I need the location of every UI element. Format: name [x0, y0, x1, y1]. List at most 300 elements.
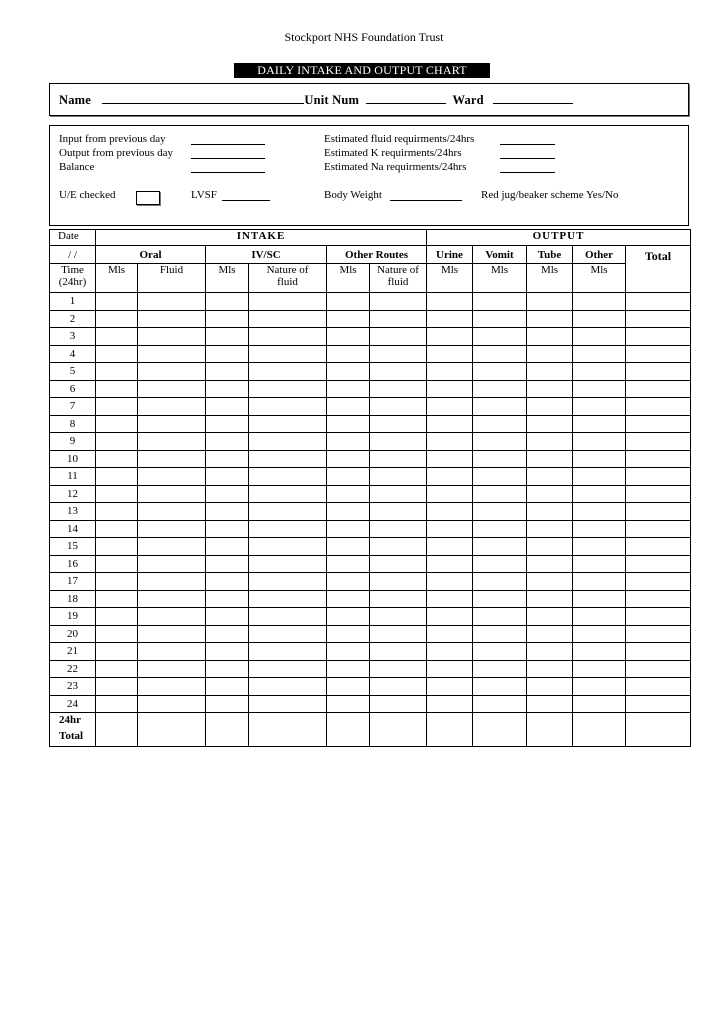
hour-label: 12: [50, 485, 96, 503]
entry-cell[interactable]: [473, 608, 527, 626]
entry-cell[interactable]: [96, 660, 138, 678]
entry-cell[interactable]: [96, 450, 138, 468]
unit-num-label: Unit Num: [304, 93, 360, 107]
patient-details-row: [59, 92, 573, 108]
entry-cell[interactable]: [206, 503, 249, 521]
entry-cell[interactable]: [527, 625, 573, 643]
entry-cell[interactable]: [138, 433, 206, 451]
entry-cell[interactable]: [206, 398, 249, 416]
entry-cell[interactable]: [427, 590, 473, 608]
entry-cell[interactable]: [626, 643, 691, 661]
entry-cell[interactable]: [427, 293, 473, 311]
entry-cell[interactable]: [473, 450, 527, 468]
ue-checked-label: U/E checked: [59, 189, 116, 201]
entry-cell[interactable]: [327, 485, 370, 503]
entry-cell[interactable]: [138, 328, 206, 346]
entry-cell[interactable]: [327, 450, 370, 468]
entry-cell[interactable]: [96, 468, 138, 486]
entry-cell[interactable]: [138, 538, 206, 556]
entry-cell[interactable]: [327, 415, 370, 433]
entry-cell[interactable]: [473, 678, 527, 696]
entry-cell[interactable]: [473, 503, 527, 521]
entry-cell[interactable]: [327, 590, 370, 608]
entry-cell[interactable]: [473, 555, 527, 573]
entry-cell[interactable]: [427, 573, 473, 591]
entry-cell[interactable]: [527, 450, 573, 468]
entry-cell[interactable]: [327, 310, 370, 328]
entry-cell[interactable]: [138, 608, 206, 626]
entry-cell[interactable]: [249, 433, 327, 451]
entry-cell[interactable]: [370, 660, 427, 678]
date-label: Date: [50, 230, 96, 246]
balance-field[interactable]: [191, 163, 265, 173]
entry-cell[interactable]: [249, 415, 327, 433]
entry-cell[interactable]: [370, 310, 427, 328]
entry-cell[interactable]: [138, 555, 206, 573]
total-cell[interactable]: [138, 713, 206, 747]
entry-cell[interactable]: [527, 433, 573, 451]
entry-cell[interactable]: [573, 293, 626, 311]
entry-cell[interactable]: [249, 520, 327, 538]
entry-cell[interactable]: [206, 625, 249, 643]
entry-cell[interactable]: [138, 520, 206, 538]
entry-cell[interactable]: [473, 293, 527, 311]
entry-cell[interactable]: [626, 520, 691, 538]
entry-cell[interactable]: [573, 450, 626, 468]
entry-cell[interactable]: [527, 468, 573, 486]
entry-cell[interactable]: [626, 380, 691, 398]
ward-field[interactable]: [493, 92, 573, 104]
entry-cell[interactable]: [626, 450, 691, 468]
entry-cell[interactable]: [427, 415, 473, 433]
entry-cell[interactable]: [138, 293, 206, 311]
entry-cell[interactable]: [96, 625, 138, 643]
entry-cell[interactable]: [473, 485, 527, 503]
entry-cell[interactable]: [327, 573, 370, 591]
entry-cell[interactable]: [249, 643, 327, 661]
entry-cell[interactable]: [249, 660, 327, 678]
entry-cell[interactable]: [138, 590, 206, 608]
entry-cell[interactable]: [626, 590, 691, 608]
total-cell[interactable]: [370, 713, 427, 747]
entry-cell[interactable]: [138, 415, 206, 433]
entry-cell[interactable]: [206, 643, 249, 661]
entry-cell[interactable]: [370, 678, 427, 696]
entry-cell[interactable]: [96, 345, 138, 363]
entry-cell[interactable]: [573, 398, 626, 416]
entry-cell[interactable]: [370, 293, 427, 311]
entry-cell[interactable]: [427, 695, 473, 713]
entry-cell[interactable]: [327, 398, 370, 416]
entry-cell[interactable]: [573, 660, 626, 678]
entry-cell[interactable]: [626, 433, 691, 451]
total-cell[interactable]: [96, 713, 138, 747]
entry-cell[interactable]: [527, 345, 573, 363]
entry-cell[interactable]: [138, 573, 206, 591]
entry-cell[interactable]: [206, 380, 249, 398]
entry-cell[interactable]: [249, 625, 327, 643]
entry-cell[interactable]: [626, 363, 691, 381]
entry-cell[interactable]: [96, 310, 138, 328]
total-header: Total: [626, 246, 691, 293]
entry-cell[interactable]: [370, 625, 427, 643]
entry-cell[interactable]: [573, 328, 626, 346]
entry-cell[interactable]: [473, 643, 527, 661]
vomit-header: Vomit: [473, 246, 527, 264]
entry-cell[interactable]: [138, 660, 206, 678]
entry-cell[interactable]: [626, 328, 691, 346]
entry-cell[interactable]: [427, 678, 473, 696]
entry-cell[interactable]: [327, 643, 370, 661]
entry-cell[interactable]: [206, 345, 249, 363]
entry-cell[interactable]: [427, 468, 473, 486]
entry-cell[interactable]: [96, 538, 138, 556]
entry-cell[interactable]: [138, 450, 206, 468]
input-prev-field[interactable]: [191, 135, 265, 145]
entry-cell[interactable]: [370, 538, 427, 556]
entry-cell[interactable]: [427, 328, 473, 346]
entry-cell[interactable]: [573, 538, 626, 556]
entry-cell[interactable]: [473, 468, 527, 486]
entry-cell[interactable]: [370, 485, 427, 503]
na-req-field[interactable]: [500, 163, 555, 173]
entry-cell[interactable]: [427, 450, 473, 468]
entry-cell[interactable]: [206, 310, 249, 328]
entry-cell[interactable]: [249, 398, 327, 416]
entry-cell[interactable]: [96, 380, 138, 398]
entry-cell[interactable]: [327, 660, 370, 678]
entry-cell[interactable]: [527, 573, 573, 591]
entry-cell[interactable]: [370, 328, 427, 346]
entry-cell[interactable]: [96, 293, 138, 311]
entry-cell[interactable]: [626, 345, 691, 363]
entry-cell[interactable]: [427, 345, 473, 363]
entry-cell[interactable]: [370, 363, 427, 381]
entry-cell[interactable]: [138, 380, 206, 398]
entry-cell[interactable]: [249, 590, 327, 608]
entry-cell[interactable]: [626, 398, 691, 416]
table-row: [50, 608, 691, 626]
entry-cell[interactable]: [427, 433, 473, 451]
entry-cell[interactable]: [206, 363, 249, 381]
name-field[interactable]: [102, 92, 304, 104]
entry-cell[interactable]: [96, 573, 138, 591]
entry-cell[interactable]: [427, 520, 473, 538]
entry-cell[interactable]: [249, 468, 327, 486]
entry-cell[interactable]: [249, 328, 327, 346]
entry-cell[interactable]: [96, 415, 138, 433]
entry-cell[interactable]: [96, 678, 138, 696]
entry-cell[interactable]: [626, 485, 691, 503]
total-cell[interactable]: [473, 713, 527, 747]
entry-cell[interactable]: [96, 520, 138, 538]
entry-cell[interactable]: [96, 398, 138, 416]
entry-cell[interactable]: [138, 678, 206, 696]
entry-cell[interactable]: [527, 538, 573, 556]
entry-cell[interactable]: [249, 345, 327, 363]
entry-cell[interactable]: [327, 538, 370, 556]
entry-cell[interactable]: [206, 573, 249, 591]
entry-cell[interactable]: [206, 433, 249, 451]
entry-cell[interactable]: [527, 660, 573, 678]
entry-cell[interactable]: [527, 643, 573, 661]
ue-checked-checkbox[interactable]: [136, 191, 160, 205]
entry-cell[interactable]: [96, 695, 138, 713]
entry-cell[interactable]: [327, 503, 370, 521]
entry-cell[interactable]: [573, 590, 626, 608]
entry-cell[interactable]: [527, 398, 573, 416]
entry-cell[interactable]: [370, 398, 427, 416]
entry-cell[interactable]: [249, 380, 327, 398]
entry-cell[interactable]: [473, 345, 527, 363]
entry-cell[interactable]: [573, 573, 626, 591]
entry-cell[interactable]: [473, 415, 527, 433]
total-cell[interactable]: [573, 713, 626, 747]
entry-cell[interactable]: [626, 293, 691, 311]
entry-cell[interactable]: [370, 345, 427, 363]
entry-cell[interactable]: [327, 468, 370, 486]
entry-cell[interactable]: [527, 678, 573, 696]
entry-cell[interactable]: [527, 328, 573, 346]
entry-cell[interactable]: [96, 503, 138, 521]
entry-cell[interactable]: [573, 380, 626, 398]
entry-cell[interactable]: [96, 590, 138, 608]
entry-cell[interactable]: [327, 363, 370, 381]
entry-cell[interactable]: [573, 485, 626, 503]
entry-cell[interactable]: [626, 678, 691, 696]
entry-cell[interactable]: [370, 608, 427, 626]
entry-cell[interactable]: [626, 625, 691, 643]
output-prev-field[interactable]: [191, 149, 265, 159]
entry-cell[interactable]: [427, 608, 473, 626]
entry-cell[interactable]: [527, 590, 573, 608]
entry-cell[interactable]: [573, 415, 626, 433]
entry-cell[interactable]: [138, 363, 206, 381]
entry-cell[interactable]: [573, 433, 626, 451]
entry-cell[interactable]: [249, 555, 327, 573]
entry-cell[interactable]: [249, 608, 327, 626]
entry-cell[interactable]: [370, 415, 427, 433]
entry-cell[interactable]: [573, 363, 626, 381]
entry-cell[interactable]: [327, 328, 370, 346]
entry-cell[interactable]: [206, 695, 249, 713]
entry-cell[interactable]: [573, 503, 626, 521]
lvsf-field[interactable]: [222, 191, 270, 201]
entry-cell[interactable]: [206, 590, 249, 608]
entry-cell[interactable]: [427, 398, 473, 416]
entry-cell[interactable]: [626, 555, 691, 573]
entry-cell[interactable]: [327, 345, 370, 363]
entry-cell[interactable]: [370, 503, 427, 521]
entry-cell[interactable]: [327, 678, 370, 696]
entry-cell[interactable]: [249, 538, 327, 556]
entry-cell[interactable]: [427, 555, 473, 573]
entry-cell[interactable]: [249, 310, 327, 328]
entry-cell[interactable]: [527, 555, 573, 573]
total-cell[interactable]: [626, 713, 691, 747]
entry-cell[interactable]: [96, 608, 138, 626]
entry-cell[interactable]: [370, 433, 427, 451]
entry-cell[interactable]: [370, 643, 427, 661]
entry-cell[interactable]: [327, 625, 370, 643]
entry-cell[interactable]: [249, 450, 327, 468]
entry-cell[interactable]: [427, 538, 473, 556]
table-row: [50, 293, 691, 311]
entry-cell[interactable]: [573, 468, 626, 486]
entry-cell[interactable]: [626, 608, 691, 626]
entry-cell[interactable]: [96, 485, 138, 503]
iv-nature-line1: Nature of: [266, 264, 309, 276]
entry-cell[interactable]: [626, 415, 691, 433]
entry-cell[interactable]: [473, 398, 527, 416]
entry-cell[interactable]: [473, 310, 527, 328]
entry-cell[interactable]: [473, 695, 527, 713]
entry-cell[interactable]: [370, 450, 427, 468]
entry-cell[interactable]: [527, 415, 573, 433]
entry-cell[interactable]: [573, 608, 626, 626]
entry-cell[interactable]: [206, 660, 249, 678]
entry-cell[interactable]: [473, 380, 527, 398]
header-row-subheaders: [50, 264, 691, 293]
body-weight-field[interactable]: [390, 191, 462, 201]
entry-cell[interactable]: [138, 695, 206, 713]
entry-cell[interactable]: [527, 363, 573, 381]
entry-cell[interactable]: [473, 625, 527, 643]
entry-cell[interactable]: [249, 678, 327, 696]
entry-cell[interactable]: [473, 520, 527, 538]
entry-cell[interactable]: [327, 695, 370, 713]
entry-cell[interactable]: [206, 293, 249, 311]
entry-cell[interactable]: [138, 503, 206, 521]
entry-cell[interactable]: [96, 328, 138, 346]
entry-cell[interactable]: [427, 310, 473, 328]
entry-cell[interactable]: [626, 310, 691, 328]
entry-cell[interactable]: [138, 468, 206, 486]
entry-cell[interactable]: [327, 433, 370, 451]
entry-cell[interactable]: [206, 608, 249, 626]
fluid-req-field[interactable]: [500, 135, 555, 145]
entry-cell[interactable]: [427, 643, 473, 661]
entry-cell[interactable]: [527, 520, 573, 538]
entry-cell[interactable]: [370, 695, 427, 713]
entry-cell[interactable]: [473, 363, 527, 381]
header-row-groups: [50, 246, 691, 264]
entry-cell[interactable]: [249, 573, 327, 591]
entry-cell[interactable]: [138, 310, 206, 328]
total-cell[interactable]: [327, 713, 370, 747]
entry-cell[interactable]: [370, 590, 427, 608]
entry-cell[interactable]: [427, 503, 473, 521]
entry-cell[interactable]: [206, 415, 249, 433]
entry-cell[interactable]: [206, 538, 249, 556]
total-cell[interactable]: [206, 713, 249, 747]
entry-cell[interactable]: [370, 555, 427, 573]
entry-cell[interactable]: [249, 293, 327, 311]
entry-cell[interactable]: [206, 485, 249, 503]
entry-cell[interactable]: [626, 695, 691, 713]
entry-cell[interactable]: [138, 345, 206, 363]
entry-cell[interactable]: [473, 433, 527, 451]
entry-cell[interactable]: [573, 643, 626, 661]
entry-cell[interactable]: [473, 328, 527, 346]
entry-cell[interactable]: [473, 538, 527, 556]
entry-cell[interactable]: [427, 363, 473, 381]
entry-cell[interactable]: [370, 468, 427, 486]
entry-cell[interactable]: [206, 555, 249, 573]
entry-cell[interactable]: [626, 503, 691, 521]
entry-cell[interactable]: [96, 643, 138, 661]
entry-cell[interactable]: [138, 625, 206, 643]
entry-cell[interactable]: [96, 433, 138, 451]
entry-cell[interactable]: [626, 573, 691, 591]
entry-cell[interactable]: [573, 555, 626, 573]
entry-cell[interactable]: [573, 345, 626, 363]
hour-label: 9: [50, 433, 96, 451]
entry-cell[interactable]: [206, 450, 249, 468]
total-cell[interactable]: [427, 713, 473, 747]
entry-cell[interactable]: [370, 520, 427, 538]
entry-cell[interactable]: [206, 468, 249, 486]
entry-cell[interactable]: [327, 293, 370, 311]
unit-num-field[interactable]: [366, 92, 446, 104]
entry-cell[interactable]: [370, 573, 427, 591]
entry-cell[interactable]: [626, 468, 691, 486]
entry-cell[interactable]: [427, 485, 473, 503]
entry-cell[interactable]: [96, 363, 138, 381]
entry-cell[interactable]: [206, 678, 249, 696]
entry-cell[interactable]: [327, 555, 370, 573]
entry-cell[interactable]: [249, 695, 327, 713]
entry-cell[interactable]: [527, 503, 573, 521]
entry-cell[interactable]: [427, 625, 473, 643]
entry-cell[interactable]: [527, 310, 573, 328]
entry-cell[interactable]: [527, 485, 573, 503]
entry-cell[interactable]: [626, 538, 691, 556]
entry-cell[interactable]: [573, 695, 626, 713]
entry-cell[interactable]: [427, 660, 473, 678]
entry-cell[interactable]: [527, 380, 573, 398]
total-cell[interactable]: [249, 713, 327, 747]
total-cell[interactable]: [527, 713, 573, 747]
entry-cell[interactable]: [206, 520, 249, 538]
entry-cell[interactable]: [527, 695, 573, 713]
entry-cell[interactable]: [527, 608, 573, 626]
entry-cell[interactable]: [249, 503, 327, 521]
entry-cell[interactable]: [206, 328, 249, 346]
entry-cell[interactable]: [138, 485, 206, 503]
entry-cell[interactable]: [573, 678, 626, 696]
entry-cell[interactable]: [626, 660, 691, 678]
entry-cell[interactable]: [473, 590, 527, 608]
entry-cell[interactable]: [573, 625, 626, 643]
entry-cell[interactable]: [249, 485, 327, 503]
k-req-field[interactable]: [500, 149, 555, 159]
entry-cell[interactable]: [427, 380, 473, 398]
entry-cell[interactable]: [573, 520, 626, 538]
entry-cell[interactable]: [327, 608, 370, 626]
entry-cell[interactable]: [473, 660, 527, 678]
entry-cell[interactable]: [96, 555, 138, 573]
entry-cell[interactable]: [138, 643, 206, 661]
entry-cell[interactable]: [527, 293, 573, 311]
entry-cell[interactable]: [473, 573, 527, 591]
entry-cell[interactable]: [327, 380, 370, 398]
entry-cell[interactable]: [573, 310, 626, 328]
entry-cell[interactable]: [138, 398, 206, 416]
entry-cell[interactable]: [370, 380, 427, 398]
entry-cell[interactable]: [327, 520, 370, 538]
entry-cell[interactable]: [249, 363, 327, 381]
